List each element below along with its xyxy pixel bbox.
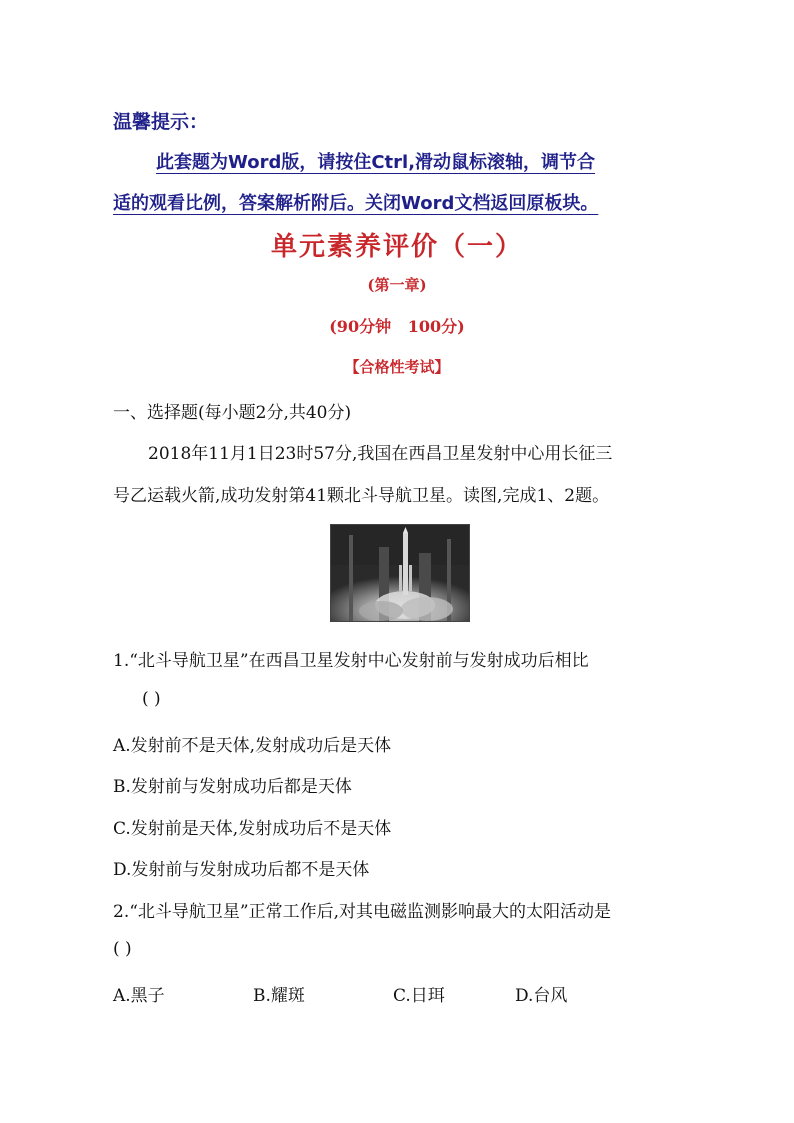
question-1-option-d: D.发射前与发射成功后都不是天体 — [113, 860, 370, 880]
question-2-option-b: B.耀斑 — [253, 986, 305, 1006]
question-1-option-a: A.发射前不是天体,发射成功后是天体 — [113, 736, 392, 756]
question-1-option-b: B.发射前与发射成功后都是天体 — [113, 777, 352, 797]
time-score-label: (90分钟 100分) — [329, 317, 465, 336]
question-2-answer-blank: ( ) — [113, 939, 132, 959]
exam-type-label: 【合格性考试】 — [344, 358, 450, 376]
tip-line-1: 此套题为Word版，请按住Ctrl,滑动鼠标滚轴，调节合 — [156, 152, 596, 173]
question-2-option-c: C.日珥 — [393, 986, 445, 1006]
chapter-label: (第一章) — [367, 276, 427, 294]
page-title: 单元素养评价（一） — [270, 232, 523, 262]
passage-line-1: 2018年11月1日23时57分,我国在西昌卫星发射中心用长征三 — [148, 444, 613, 464]
question-1-option-c: C.发射前是天体,发射成功后不是天体 — [113, 819, 392, 839]
section-heading: 一、选择题(每小题2分,共40分) — [113, 403, 352, 423]
rocket-launch-image — [330, 524, 470, 622]
passage-line-2: 号乙运载火箭,成功发射第41颗北斗导航卫星。读图,完成1、2题。 — [113, 486, 610, 506]
tip-heading: 温馨提示： — [113, 111, 209, 133]
question-2-option-a: A.黑子 — [113, 986, 165, 1006]
question-1-stem: 1.“北斗导航卫星”在西昌卫星发射中心发射前与发射成功后相比 — [113, 651, 589, 671]
tip-line-2: 适的观看比例，答案解析附后。关闭Word文档返回原板块。 — [113, 193, 599, 214]
question-1-answer-blank: ( ) — [142, 689, 161, 709]
question-2-option-d: D.台风 — [515, 986, 568, 1006]
question-2-stem: 2.“北斗导航卫星”正常工作后,对其电磁监测影响最大的太阳活动是 — [113, 902, 612, 922]
